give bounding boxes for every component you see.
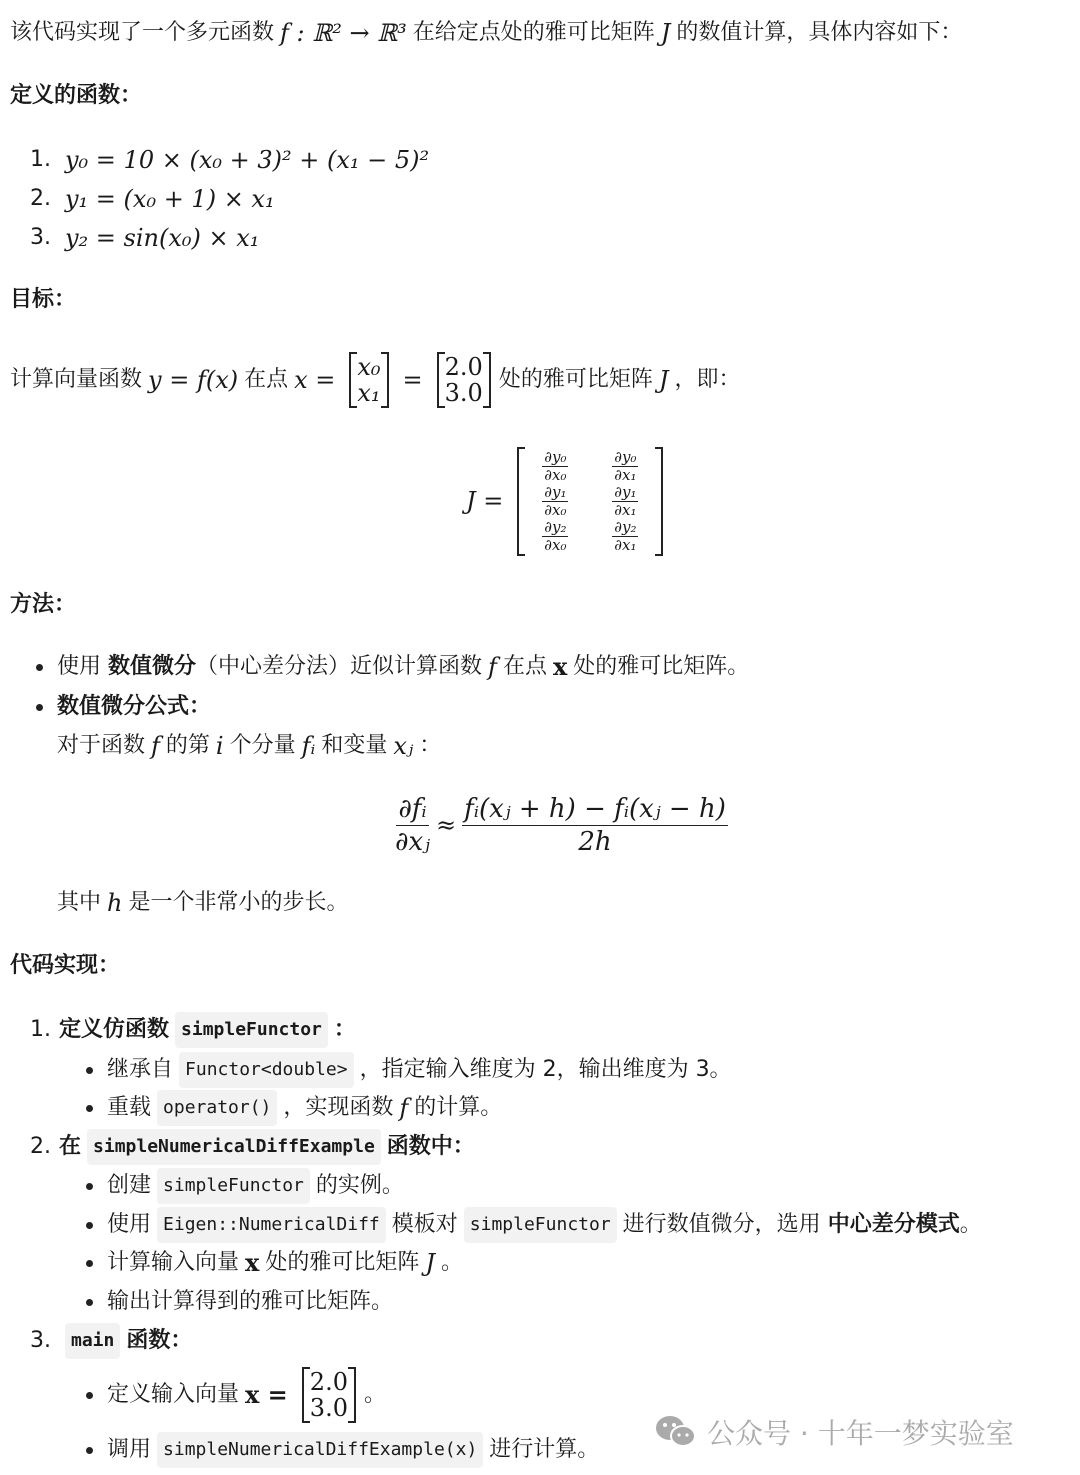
watermark-text: 公众号 · 十年一梦实验室 xyxy=(707,1417,1014,1450)
text: 使用 xyxy=(107,1212,152,1237)
code: main xyxy=(65,1323,120,1359)
text: 是一个非常小的步长。 xyxy=(128,890,349,915)
sub-bullet xyxy=(86,1054,732,1086)
text: 进行计算。 xyxy=(489,1437,600,1462)
text: 。 xyxy=(440,1250,463,1275)
heading-goal: 目标： xyxy=(10,287,77,312)
text: 继承自 xyxy=(107,1057,174,1082)
numerator: ∂y₂ xyxy=(614,517,637,536)
numerator: ∂fᵢ xyxy=(398,793,427,824)
bullet-dot xyxy=(86,1299,93,1306)
code: simpleFunctor xyxy=(157,1168,310,1204)
text: 。 xyxy=(363,1382,386,1407)
denominator: ∂x₀ xyxy=(544,465,567,484)
list-item xyxy=(30,1131,475,1163)
text: 输出计算得到的雅可比矩阵。 xyxy=(107,1289,394,1314)
heading-impl: 代码实现： xyxy=(10,953,121,978)
math: J xyxy=(425,1249,435,1277)
math: y₀ = 10 × (x₀ + 3)² + (x₁ − 5)² xyxy=(65,146,430,174)
list-item xyxy=(30,144,435,176)
text: 其中 xyxy=(57,890,102,915)
jacobian-entry xyxy=(595,484,655,519)
bullet xyxy=(36,651,749,683)
math: f xyxy=(488,653,497,681)
code: simpleNumericalDiffExample xyxy=(87,1129,381,1165)
text: 的第 xyxy=(165,733,210,758)
text: 函数中： xyxy=(386,1134,475,1159)
code: operator() xyxy=(157,1090,277,1126)
bullet-dot xyxy=(86,1260,93,1267)
text: 模板对 xyxy=(391,1212,458,1237)
text-line xyxy=(57,730,441,762)
denominator: ∂x₀ xyxy=(544,535,567,554)
text: 计算向量函数 xyxy=(10,367,143,392)
jacobian-entry xyxy=(525,449,585,484)
vector-values xyxy=(302,1367,356,1423)
numerator: ∂y₀ xyxy=(614,447,637,466)
code: simpleFunctor xyxy=(464,1207,617,1243)
bullet-dot xyxy=(36,704,43,711)
sub-bullet xyxy=(86,1209,982,1241)
heading-defs: 定义的函数： xyxy=(10,83,143,108)
math: x = xyxy=(294,366,336,394)
text: 的计算。 xyxy=(414,1095,503,1120)
text: 和变量 xyxy=(321,733,388,758)
text: （中心差分法）近似计算函数 xyxy=(196,654,483,679)
list-item xyxy=(30,1325,192,1357)
vector-values xyxy=(437,352,491,408)
text: 该代码实现了一个多元函数 xyxy=(10,20,275,45)
text: ，实现函数 xyxy=(283,1095,394,1120)
num: 1. xyxy=(30,147,51,172)
sub-bullet xyxy=(86,1170,404,1202)
num: 3. xyxy=(30,225,51,250)
text: 调用 xyxy=(107,1437,152,1462)
num: 2. xyxy=(30,186,51,211)
cell: x₁ xyxy=(357,379,381,407)
jacobian xyxy=(460,440,671,562)
numerator: ∂y₁ xyxy=(614,482,637,501)
text-line xyxy=(57,887,349,919)
bullet-dot xyxy=(86,1222,93,1229)
numerator: fᵢ(xⱼ + h) − fᵢ(xⱼ − h) xyxy=(464,793,726,824)
watermark xyxy=(655,1412,1014,1452)
numerator: ∂y₀ xyxy=(544,447,567,466)
denominator: ∂xⱼ xyxy=(395,826,430,857)
text: 处的雅可比矩阵。 xyxy=(573,654,750,679)
fraction xyxy=(395,793,430,858)
num: 3. xyxy=(30,1328,51,1353)
sub-bullet xyxy=(86,1360,386,1430)
jacobian-matrix xyxy=(517,447,663,556)
text: 重载 xyxy=(107,1095,152,1120)
text: 在点 xyxy=(244,367,289,392)
text: 。 xyxy=(959,1212,982,1237)
text: 定义仿函数 xyxy=(59,1017,170,1042)
cell: 3.0 xyxy=(444,379,483,407)
jacobian-entry xyxy=(525,484,585,519)
math: h xyxy=(107,889,123,917)
text: 在给定点处的雅可比矩阵 xyxy=(412,20,655,45)
code: Functor<double> xyxy=(179,1052,354,1088)
sub-bullet xyxy=(86,1247,463,1279)
text: ： xyxy=(419,733,442,758)
text: 的数值计算，具体内容如下： xyxy=(676,20,963,45)
bullet-dot xyxy=(86,1447,93,1454)
math: f : ℝ² → ℝ³ xyxy=(280,19,407,47)
math: x = xyxy=(245,1380,288,1409)
list-item xyxy=(30,222,265,254)
cell: x₀ xyxy=(357,353,381,381)
text: 函数： xyxy=(126,1328,193,1353)
math: J = xyxy=(466,487,504,515)
text: 创建 xyxy=(107,1173,152,1198)
text: 计算输入向量 xyxy=(107,1250,240,1275)
denominator: ∂x₀ xyxy=(544,500,567,519)
text: 数值微分 xyxy=(108,654,197,679)
text: 的实例。 xyxy=(315,1173,404,1198)
vector-x xyxy=(349,352,388,408)
list-item xyxy=(30,1014,356,1046)
code: simpleFunctor xyxy=(175,1012,328,1048)
cell: 2.0 xyxy=(309,1368,348,1396)
code: Eigen::NumericalDiff xyxy=(157,1207,386,1243)
bullet-dot xyxy=(86,1105,93,1112)
text: ： xyxy=(333,1017,356,1042)
formula xyxy=(395,785,728,865)
cell: 2.0 xyxy=(444,353,483,381)
jacobian-entry xyxy=(595,519,655,554)
math: fᵢ xyxy=(301,732,316,760)
text: 处的雅可比矩阵 xyxy=(265,1250,420,1275)
math: = xyxy=(402,366,423,394)
denominator: ∂x₁ xyxy=(614,465,637,484)
text: 定义输入向量 xyxy=(107,1382,240,1407)
num: 2. xyxy=(30,1134,51,1159)
heading-method: 方法： xyxy=(10,592,77,617)
text: ，指定输入维度为 2，输出维度为 3。 xyxy=(359,1057,732,1082)
sub-bullet xyxy=(86,1092,502,1124)
math: J xyxy=(658,366,669,394)
denominator: ∂x₁ xyxy=(614,535,637,554)
bullet-dot xyxy=(36,664,43,671)
bullet-dot xyxy=(86,1183,93,1190)
math: y₁ = (x₀ + 1) × x₁ xyxy=(65,185,275,213)
list-item xyxy=(30,183,281,215)
cell: 3.0 xyxy=(309,1394,348,1422)
math: ≈ xyxy=(435,811,457,839)
text: 处的雅可比矩阵 xyxy=(498,367,653,392)
text: 个分量 xyxy=(229,733,296,758)
text: ，即： xyxy=(674,367,741,392)
math: f xyxy=(151,732,160,760)
fraction xyxy=(462,793,728,858)
math: f xyxy=(399,1094,409,1122)
text: 对于函数 xyxy=(57,733,146,758)
text: 在 xyxy=(59,1134,82,1159)
wechat-icon xyxy=(655,1415,697,1449)
math: x xyxy=(245,1248,260,1277)
math: y = f(x) xyxy=(148,366,239,394)
math: i xyxy=(215,732,224,760)
bullet xyxy=(36,691,211,723)
goal-line xyxy=(10,345,740,415)
sub-bullet xyxy=(86,1286,393,1318)
jacobian-entry xyxy=(595,449,655,484)
math: J xyxy=(660,19,671,47)
math: x xyxy=(552,652,568,681)
text: 在点 xyxy=(502,654,547,679)
denominator: 2h xyxy=(578,826,612,857)
text: 进行数值微分，选用 xyxy=(622,1212,821,1237)
math: xⱼ xyxy=(393,732,414,760)
intro-line xyxy=(10,17,962,49)
bullet-dot xyxy=(86,1067,93,1074)
text: 数值微分公式： xyxy=(57,694,212,719)
text: 中心差分模式 xyxy=(827,1212,960,1237)
sub-bullet xyxy=(86,1434,599,1466)
numerator: ∂y₁ xyxy=(544,482,567,501)
num: 1. xyxy=(30,1017,51,1042)
code: simpleNumericalDiffExample(x) xyxy=(157,1432,483,1468)
numerator: ∂y₂ xyxy=(544,517,567,536)
math: y₂ = sin(x₀) × x₁ xyxy=(65,224,260,252)
jacobian-entry xyxy=(525,519,585,554)
bullet-dot xyxy=(86,1392,93,1399)
denominator: ∂x₁ xyxy=(614,500,637,519)
text: 使用 xyxy=(57,654,102,679)
